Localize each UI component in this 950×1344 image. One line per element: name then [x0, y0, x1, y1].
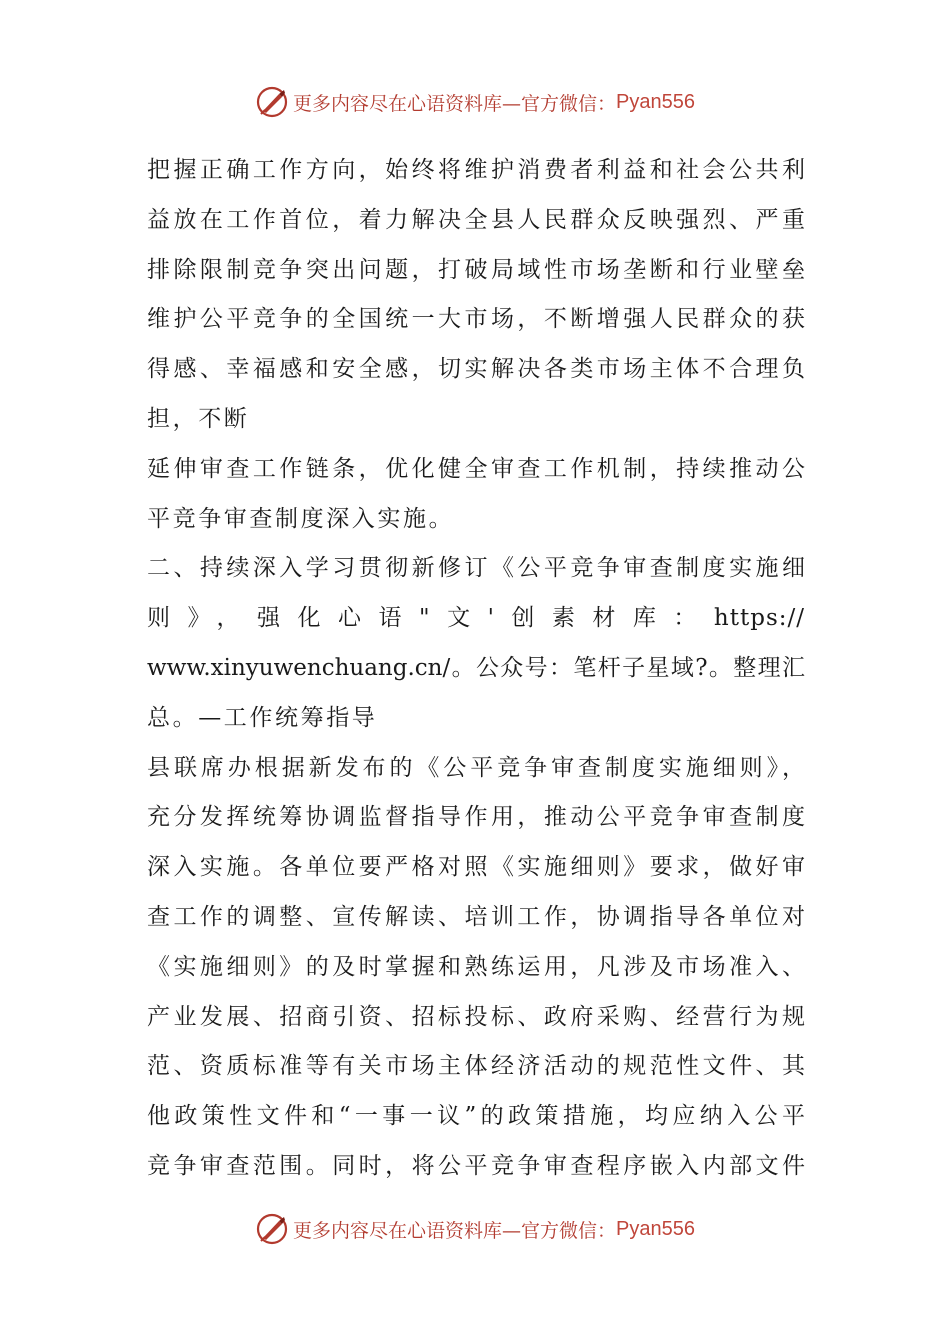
text-line: www.xinyuwenchuang.cn/。公众号：笔杆子星域?。整理汇 [147, 654, 805, 681]
text-line: 维护公平竞争的全国统一大市场，不断增强人民群众的获 [147, 306, 805, 333]
footer-banner-id: Pyan556 [616, 1217, 695, 1240]
text-line: 排除限制竞争突出问题，打破局域性市场垄断和行业壁垒 [147, 256, 805, 283]
text-line: 得感、幸福感和安全感，切实解决各类市场主体不合理负 [147, 356, 805, 383]
footer-banner [0, 1207, 950, 1251]
text-line: 竞争审查范围。同时，将公平竞争审查程序嵌入内部文件 [147, 1152, 805, 1179]
text-line: 范、资质标准等有关市场主体经济活动的规范性文件、其 [147, 1053, 805, 1080]
text-line: 查工作的调整、宣传解读、培训工作，协调指导各单位对 [147, 903, 805, 930]
footer-banner-text: 更多内容尽在心语资料库—官方微信： [293, 1219, 617, 1242]
text-line: 平竞争审查制度深入实施。 [147, 505, 455, 532]
header-banner-text: 更多内容尽在心语资料库—官方微信： [293, 92, 617, 115]
text-line: 产业发展、招商引资、招标投标、政府采购、经营行为规 [147, 1003, 805, 1030]
text-line: 深入实施。各单位要严格对照《实施细则》要求，做好审 [147, 854, 805, 881]
text-line: 二、持续深入学习贯彻新修订《公平竞争审查制度实施细 [147, 555, 805, 582]
text-line: 担，不断 [147, 405, 250, 432]
text-line: 县联席办根据新发布的《公平竞争审查制度实施细则》， [147, 754, 805, 781]
text-line: 延伸审查工作链条，优化健全审查工作机制，持续推动公 [147, 455, 805, 482]
text-line: 《实施细则》的及时掌握和熟练运用，凡涉及市场准入、 [147, 953, 805, 980]
text-line: 总。—工作统筹指导 [147, 704, 378, 731]
document-body [147, 146, 805, 1192]
text-line: 充分发挥统筹协调监督指导作用，推动公平竞争审查制度 [147, 804, 805, 831]
text-line: 把握正确工作方向，始终将维护消费者利益和社会公共利 [147, 157, 805, 183]
header-banner [0, 80, 950, 124]
text-line: 则》，强化心语"文'创素材库：https:// [147, 605, 805, 632]
quill-pen-circle-icon [255, 85, 289, 119]
quill-pen-circle-icon [255, 1212, 289, 1246]
text-line: 益放在工作首位，着力解决全县人民群众反映强烈、严重 [147, 206, 805, 233]
header-banner-id: Pyan556 [616, 90, 695, 113]
text-line: 他政策性文件和“一事一议”的政策措施，均应纳入公平 [147, 1103, 805, 1130]
